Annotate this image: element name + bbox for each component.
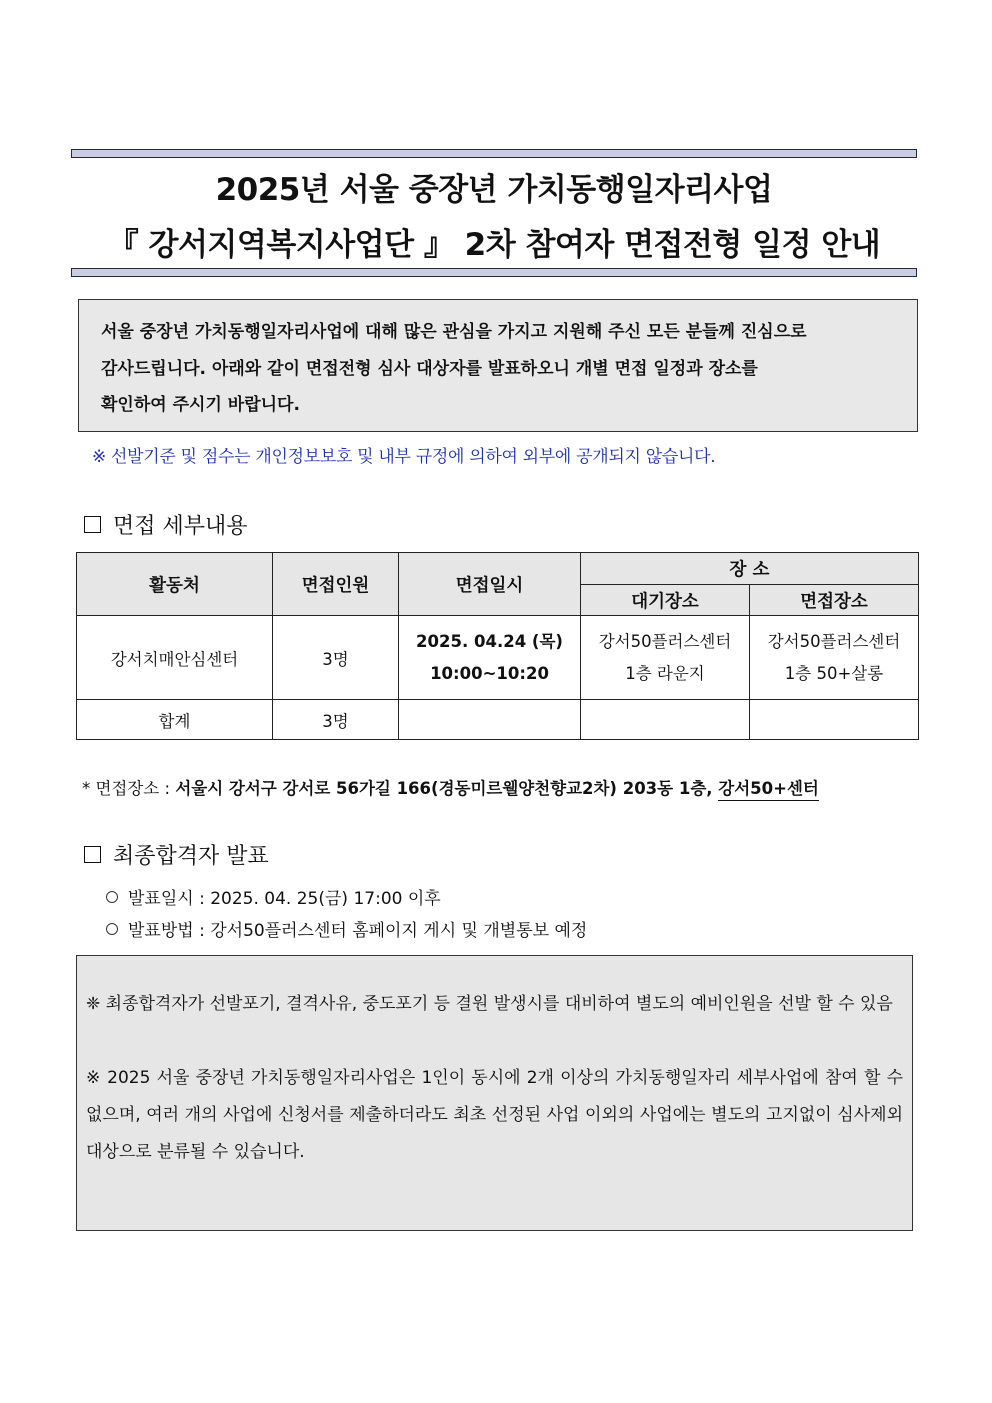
location-address: 서울시 강서구 강서로 56가길 166(경동미르웰양천향교2차) 203동 1층, bbox=[175, 779, 719, 798]
header-count: 면접인원 bbox=[273, 553, 399, 616]
announcement-date bbox=[106, 884, 441, 909]
section-final-announcement bbox=[82, 839, 269, 870]
title-top-bar bbox=[71, 149, 917, 158]
page-title-line1: 2025년 서울 중장년 가치동행일자리사업 bbox=[215, 172, 773, 208]
cell-waiting-place bbox=[581, 616, 750, 700]
intro-box bbox=[78, 299, 918, 432]
checkbox-square-icon bbox=[84, 846, 101, 863]
cell-date: 2025. 04.24 (목) bbox=[416, 631, 563, 651]
cell-datetime bbox=[399, 616, 581, 700]
cell-empty bbox=[399, 700, 581, 740]
note-reserve: ❈ 최종합격자가 선발포기, 결격사유, 중도포기 등 결원 발생시를 대비하여 별도의 예비인원을 선발 할 수 있음 bbox=[86, 994, 893, 1014]
table-total-row bbox=[77, 700, 919, 740]
cell-waiting-line1: 강서50플러스센터 bbox=[598, 631, 732, 651]
announcement-method-text: 발표방법 : 강서50플러스센터 홈페이지 게시 및 개별통보 예정 bbox=[128, 921, 588, 941]
cell-empty bbox=[750, 700, 919, 740]
cell-interview-line2: 1층 50+살롱 bbox=[784, 663, 884, 683]
intro-line: 서울 중장년 가치동행일자리사업에 대해 많은 관심을 가지고 지원해 주신 모든 분들께 진심으로 bbox=[101, 322, 807, 342]
header-place: 장 소 bbox=[581, 553, 919, 585]
header-datetime: 면접일시 bbox=[399, 553, 581, 616]
cell-total-count: 3명 bbox=[273, 700, 399, 740]
announcement-date-text: 발표일시 : 2025. 04. 25(금) 17:00 이후 bbox=[128, 889, 441, 909]
intro-line: 확인하여 주시기 바랍니다. bbox=[101, 395, 300, 415]
announcement-method bbox=[106, 916, 587, 941]
cell-interview-line1: 강서50플러스센터 bbox=[767, 631, 901, 651]
cell-empty bbox=[581, 700, 750, 740]
title-bottom-bar bbox=[71, 268, 917, 277]
cell-total-label: 합계 bbox=[77, 700, 273, 740]
header-org: 활동처 bbox=[77, 553, 273, 616]
intro-line: 감사드립니다. 아래와 같이 면접전형 심사 대상자를 발표하오니 개별 면접 일정과 장소를 bbox=[101, 358, 758, 379]
location-label: * 면접장소 : bbox=[82, 779, 176, 798]
privacy-notice: ※ 선발기준 및 점수는 개인정보보호 및 내부 규정에 의하여 외부에 공개되지 않습니다. bbox=[92, 447, 716, 467]
circle-bullet-icon bbox=[106, 923, 118, 935]
location-venue: 강서50+센터 bbox=[718, 779, 819, 801]
header-interview-place: 면접장소 bbox=[750, 585, 919, 616]
interview-location bbox=[82, 775, 819, 799]
cell-waiting-line2: 1층 라운지 bbox=[625, 663, 705, 683]
page-title-line2: 『 강서지역복지사업단 』 2차 참여자 면접전형 일정 안내 bbox=[107, 227, 881, 263]
cell-org: 강서치매안심센터 bbox=[77, 616, 273, 700]
circle-bullet-icon bbox=[106, 891, 118, 903]
table-row bbox=[77, 616, 919, 700]
checkbox-square-icon bbox=[84, 516, 101, 533]
notes-box bbox=[76, 955, 913, 1231]
interview-schedule-table bbox=[76, 552, 919, 740]
cell-interview-place bbox=[750, 616, 919, 700]
cell-time: 10:00~10:20 bbox=[430, 663, 549, 683]
section-title-text: 최종합격자 발표 bbox=[113, 844, 269, 869]
cell-count: 3명 bbox=[273, 616, 399, 700]
section-title-text: 면접 세부내용 bbox=[113, 514, 248, 539]
note-duplicate: ※ 2025 서울 중장년 가치동행일자리사업은 1인이 동시에 2개 이상의 가치동행일자리 세부사업에 참여 할 수 없으며, 여러 개의 사업에 신청서를 제출하더라도 최초 선정된 사업 이외의 사업에는 별도의 고지없이 심사제외 대상으로 분류될 수 있습니다. bbox=[86, 1068, 903, 1162]
header-waiting-place: 대기장소 bbox=[581, 585, 750, 616]
section-interview-details bbox=[82, 509, 248, 540]
